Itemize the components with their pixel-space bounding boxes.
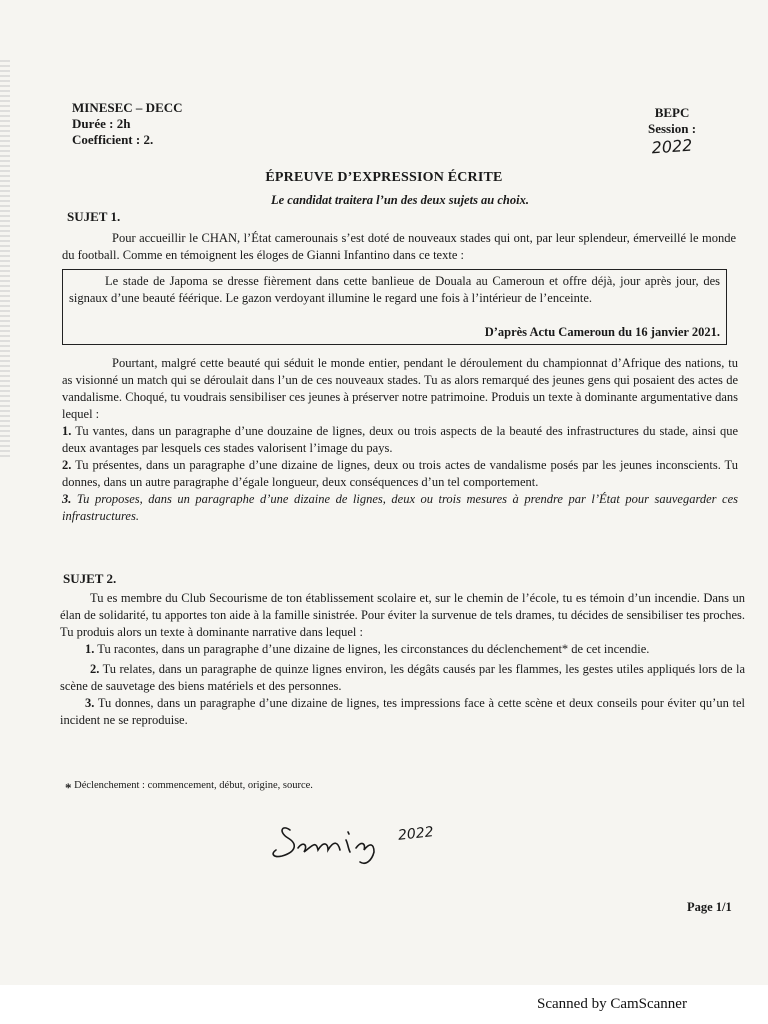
- sujet1-item-3: [62, 491, 738, 525]
- sujet2-item-1-text: Tu racontes, dans un paragraphe d’une dizaine de lignes, les circonstances du déclenchement* de cet incendie.: [97, 642, 650, 656]
- sujet1-item-2-num: 2.: [62, 458, 72, 472]
- sujet2-item-1-num: 1.: [85, 642, 95, 656]
- sujet1-context: Pourtant, malgré cette beauté qui séduit le monde entier, pendant le déroulement du championnat d’Afrique des nations, tu as visionné un match qui se déroulait dans l’un de ces nouveaux stades. Tu as alors remarqué des jeunes gens qui posaient des actes de vandalisme. Choqué, tu voudrais sensibiliser ces jeunes à préserver notre patrimoine. Produis un texte à dominante argumentative dans lequel :: [62, 356, 738, 421]
- header-coefficient: Coefficient : 2.: [72, 132, 154, 147]
- header-session-year: 2022: [651, 135, 693, 158]
- scan-edge-artifact: [0, 60, 10, 460]
- sujet2-item-3: [60, 695, 745, 729]
- header-ministry: MINESEC – DECC: [72, 100, 183, 115]
- sujet2-heading: SUJET 2.: [63, 571, 117, 586]
- sujet1-item-1-num: 1.: [62, 424, 72, 438]
- sujet2-body: [60, 590, 745, 729]
- sujet1-item-2-text: Tu présentes, dans un paragraphe d’une dizaine de lignes, deux ou trois actes de vandalisme posés par les jeunes inconscients. Tu donnes, dans un autre paragraphe d’égale longueur, deux conséquences d’un tel comportement.: [62, 458, 738, 489]
- header-right: [648, 105, 697, 158]
- sujet1-quote: Le stade de Japoma se dresse fièrement dans cette banlieue de Douala au Cameroun et offre déjà, jour après jour, des signaux d’une beauté féérique. Le gazon verdoyant illumine le regard une fois à l’intérieur de l’enceinte.: [69, 274, 720, 305]
- sujet1-intro-block: [62, 230, 736, 264]
- page-number: Page 1/1: [687, 900, 732, 914]
- header-exam-name: BEPC: [654, 105, 690, 120]
- sujet1-quote-source: D’après Actu Cameroun du 16 janvier 2021.: [484, 325, 720, 339]
- sujet1-item-1: [62, 423, 738, 457]
- sujet1-quote-box: [62, 269, 727, 345]
- header-left: [72, 100, 183, 148]
- sujet1-item-3-num: 3.: [62, 492, 72, 506]
- footnote: [65, 780, 313, 796]
- signature-year: 2022: [397, 824, 435, 844]
- sujet2-context: Tu es membre du Club Secourisme de ton établissement scolaire et, sur le chemin de l’école, tu es témoin d’un incendie. Dans un élan de solidarité, tu apportes ton aide à la famille sinistrée. Pour éviter la survenue de tels drames, tu décides de sensibiliser tes proches. Tu produis alors un texte à dominante narrative dans lequel :: [60, 591, 745, 639]
- footnote-text: Déclenchement : commencement, début, origine, source.: [74, 780, 313, 791]
- sujet2-item-1: [60, 641, 745, 658]
- exam-instruction: Le candidat traitera l’un des deux sujets au choix.: [270, 193, 529, 207]
- footnote-marker: *: [65, 780, 72, 795]
- header-duration: Durée : 2h: [72, 116, 131, 131]
- sujet1-body: [62, 355, 738, 525]
- sujet1-item-3-text: Tu proposes, dans un paragraphe d’une dizaine de lignes, deux ou trois mesures à prendre par l’État pour sauvegarder ces infrastructures.: [62, 492, 739, 523]
- sujet1-heading: SUJET 1.: [67, 209, 121, 224]
- scanner-watermark: Scanned by CamScanner: [537, 996, 687, 1012]
- sujet1-item-2: [62, 457, 738, 491]
- sujet2-item-2-text: Tu relates, dans un paragraphe de quinze lignes environ, les dégâts causés par les flammes, les gestes utiles appliqués lors de la scène de sauvetage des biens matériels et des personnes.: [60, 662, 745, 693]
- sujet2-item-3-num: 3.: [85, 696, 95, 710]
- sujet2-item-2-num: 2.: [90, 662, 100, 676]
- exam-title: ÉPREUVE D’EXPRESSION ÉCRITE: [265, 170, 503, 185]
- sujet2-item-3-text: Tu donnes, dans un paragraphe d’une dizaine de lignes, tes impressions face à cette scène et deux conseils pour éviter qu’un tel incident ne se reproduise.: [60, 696, 745, 727]
- header-session-label: Session :: [648, 121, 697, 136]
- sujet2-item-2: [60, 661, 745, 695]
- handwritten-signature: [268, 810, 458, 875]
- sujet1-item-1-text: Tu vantes, dans un paragraphe d’une douzaine de lignes, deux ou trois aspects de la beauté des infrastructures du stade, ainsi que deux avantages par lesquels ces stades valorisent l’image du pays.: [62, 424, 738, 455]
- sujet1-intro: Pour accueillir le CHAN, l’État camerounais s’est doté de nouveaux stades qui ont, par leur splendeur, émerveillé le monde du football. Comme en témoignent les éloges de Gianni Infantino dans ce texte :: [62, 231, 736, 262]
